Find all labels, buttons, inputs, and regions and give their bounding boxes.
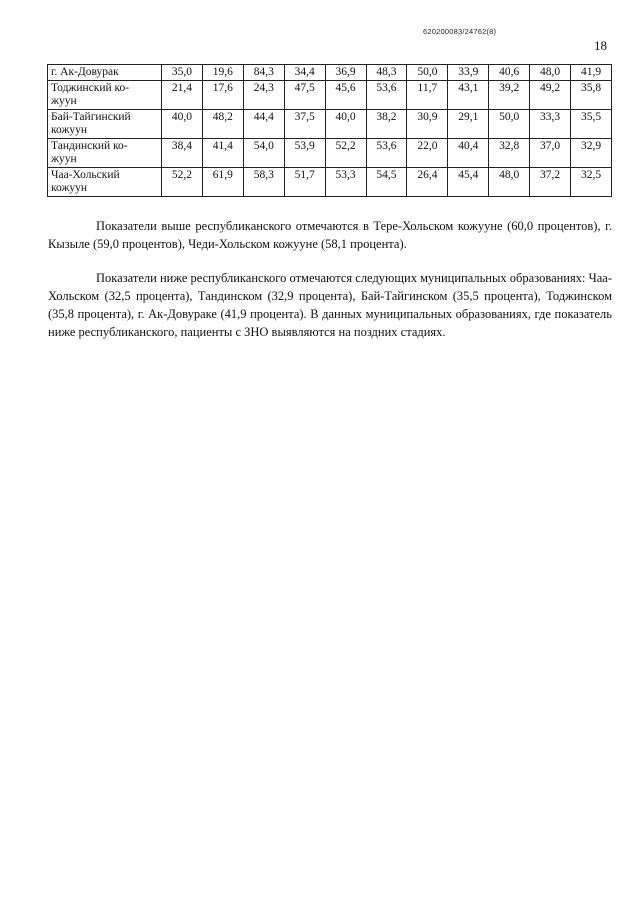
table-cell-value: 30,9: [407, 110, 448, 139]
table-cell-value: 50,0: [407, 65, 448, 81]
table-cell-value: 40,0: [325, 110, 366, 139]
table-cell-value: 37,0: [530, 139, 571, 168]
table-cell-value: 49,2: [530, 81, 571, 110]
paragraph-text: Показатели ниже республиканского отмечаются следующих муниципальных образованиях: Чаа-Хольском (32,5 процента), Тандинском (32,9 процента), Бай-Тайгинском (35,5 процента), Тоджинском (35,8 процента), г. Ак-Довураке (41,9 процента). В данных муниципальных образованиях, где показатель ниже республиканского, пациенты с ЗНО выявляются на поздних стадиях.: [48, 271, 612, 339]
table-cell-value: 24,3: [243, 81, 284, 110]
table-cell-value: 40,6: [489, 65, 530, 81]
table-cell-value: 53,3: [325, 168, 366, 197]
table-cell-value: 11,7: [407, 81, 448, 110]
table-cell-value: 61,9: [202, 168, 243, 197]
table-cell-value: 44,4: [243, 110, 284, 139]
table-cell-value: 48,0: [530, 65, 571, 81]
table-cell-municipality: Чаа-Хольский кожуун: [48, 168, 162, 197]
table-cell-value: 17,6: [202, 81, 243, 110]
table-cell-value: 58,3: [243, 168, 284, 197]
table-cell-value: 39,2: [489, 81, 530, 110]
page-number: 18: [594, 38, 607, 53]
table-cell-value: 21,4: [162, 81, 203, 110]
paragraph-above-average: [48, 217, 612, 253]
table-cell-value: 40,0: [162, 110, 203, 139]
table-cell-value: 40,4: [448, 139, 489, 168]
table-cell-value: 84,3: [243, 65, 284, 81]
table-cell-value: 22,0: [407, 139, 448, 168]
table-row: [48, 110, 612, 139]
table-cell-value: 54,0: [243, 139, 284, 168]
table-row: [48, 168, 612, 197]
table-cell-value: 47,5: [284, 81, 325, 110]
table-cell-value: 35,0: [162, 65, 203, 81]
table-cell-value: 35,5: [571, 110, 612, 139]
table-cell-value: 19,6: [202, 65, 243, 81]
table-cell-value: 53,6: [366, 139, 407, 168]
statistics-table: [47, 64, 612, 197]
table-cell-value: 51,7: [284, 168, 325, 197]
table-cell-value: 43,1: [448, 81, 489, 110]
table-cell-municipality: Бай-Тайгинский кожуун: [48, 110, 162, 139]
table-cell-value: 48,3: [366, 65, 407, 81]
table-row: [48, 139, 612, 168]
table-cell-value: 54,5: [366, 168, 407, 197]
table-cell-value: 38,4: [162, 139, 203, 168]
table-cell-value: 50,0: [489, 110, 530, 139]
table-cell-value: 53,6: [366, 81, 407, 110]
table-cell-value: 41,9: [571, 65, 612, 81]
table-cell-value: 33,3: [530, 110, 571, 139]
table-row: [48, 81, 612, 110]
table-cell-municipality: Тандинский ко- жуун: [48, 139, 162, 168]
table-cell-value: 34,4: [284, 65, 325, 81]
table-cell-value: 36,9: [325, 65, 366, 81]
table-cell-value: 32,9: [571, 139, 612, 168]
table-cell-value: 32,5: [571, 168, 612, 197]
table-cell-value: 35,8: [571, 81, 612, 110]
table-cell-value: 37,5: [284, 110, 325, 139]
table-cell-value: 29,1: [448, 110, 489, 139]
table-cell-value: 33,9: [448, 65, 489, 81]
document-id: 620200083/24762(8): [423, 27, 497, 36]
table-cell-value: 53,9: [284, 139, 325, 168]
table-cell-municipality: Тоджинский ко- жуун: [48, 81, 162, 110]
table-body: [48, 65, 612, 197]
table-cell-value: 52,2: [325, 139, 366, 168]
table-cell-value: 32,8: [489, 139, 530, 168]
table-cell-value: 41,4: [202, 139, 243, 168]
table-cell-value: 26,4: [407, 168, 448, 197]
table-cell-value: 45,6: [325, 81, 366, 110]
table-cell-value: 38,2: [366, 110, 407, 139]
table-cell-value: 48,0: [489, 168, 530, 197]
table-row: [48, 65, 612, 81]
paragraph-below-average: [48, 269, 612, 341]
table-cell-value: 52,2: [162, 168, 203, 197]
paragraph-text: Показатели выше республиканского отмечаются в Тере-Хольском кожууне (60,0 процентов), г. Кызыле (59,0 процентов), Чеди-Хольском кожууне (58,1 процента).: [48, 219, 612, 251]
table-cell-municipality: г. Ак-Довурак: [48, 65, 162, 81]
table-cell-value: 48,2: [202, 110, 243, 139]
table-cell-value: 45,4: [448, 168, 489, 197]
table-cell-value: 37,2: [530, 168, 571, 197]
